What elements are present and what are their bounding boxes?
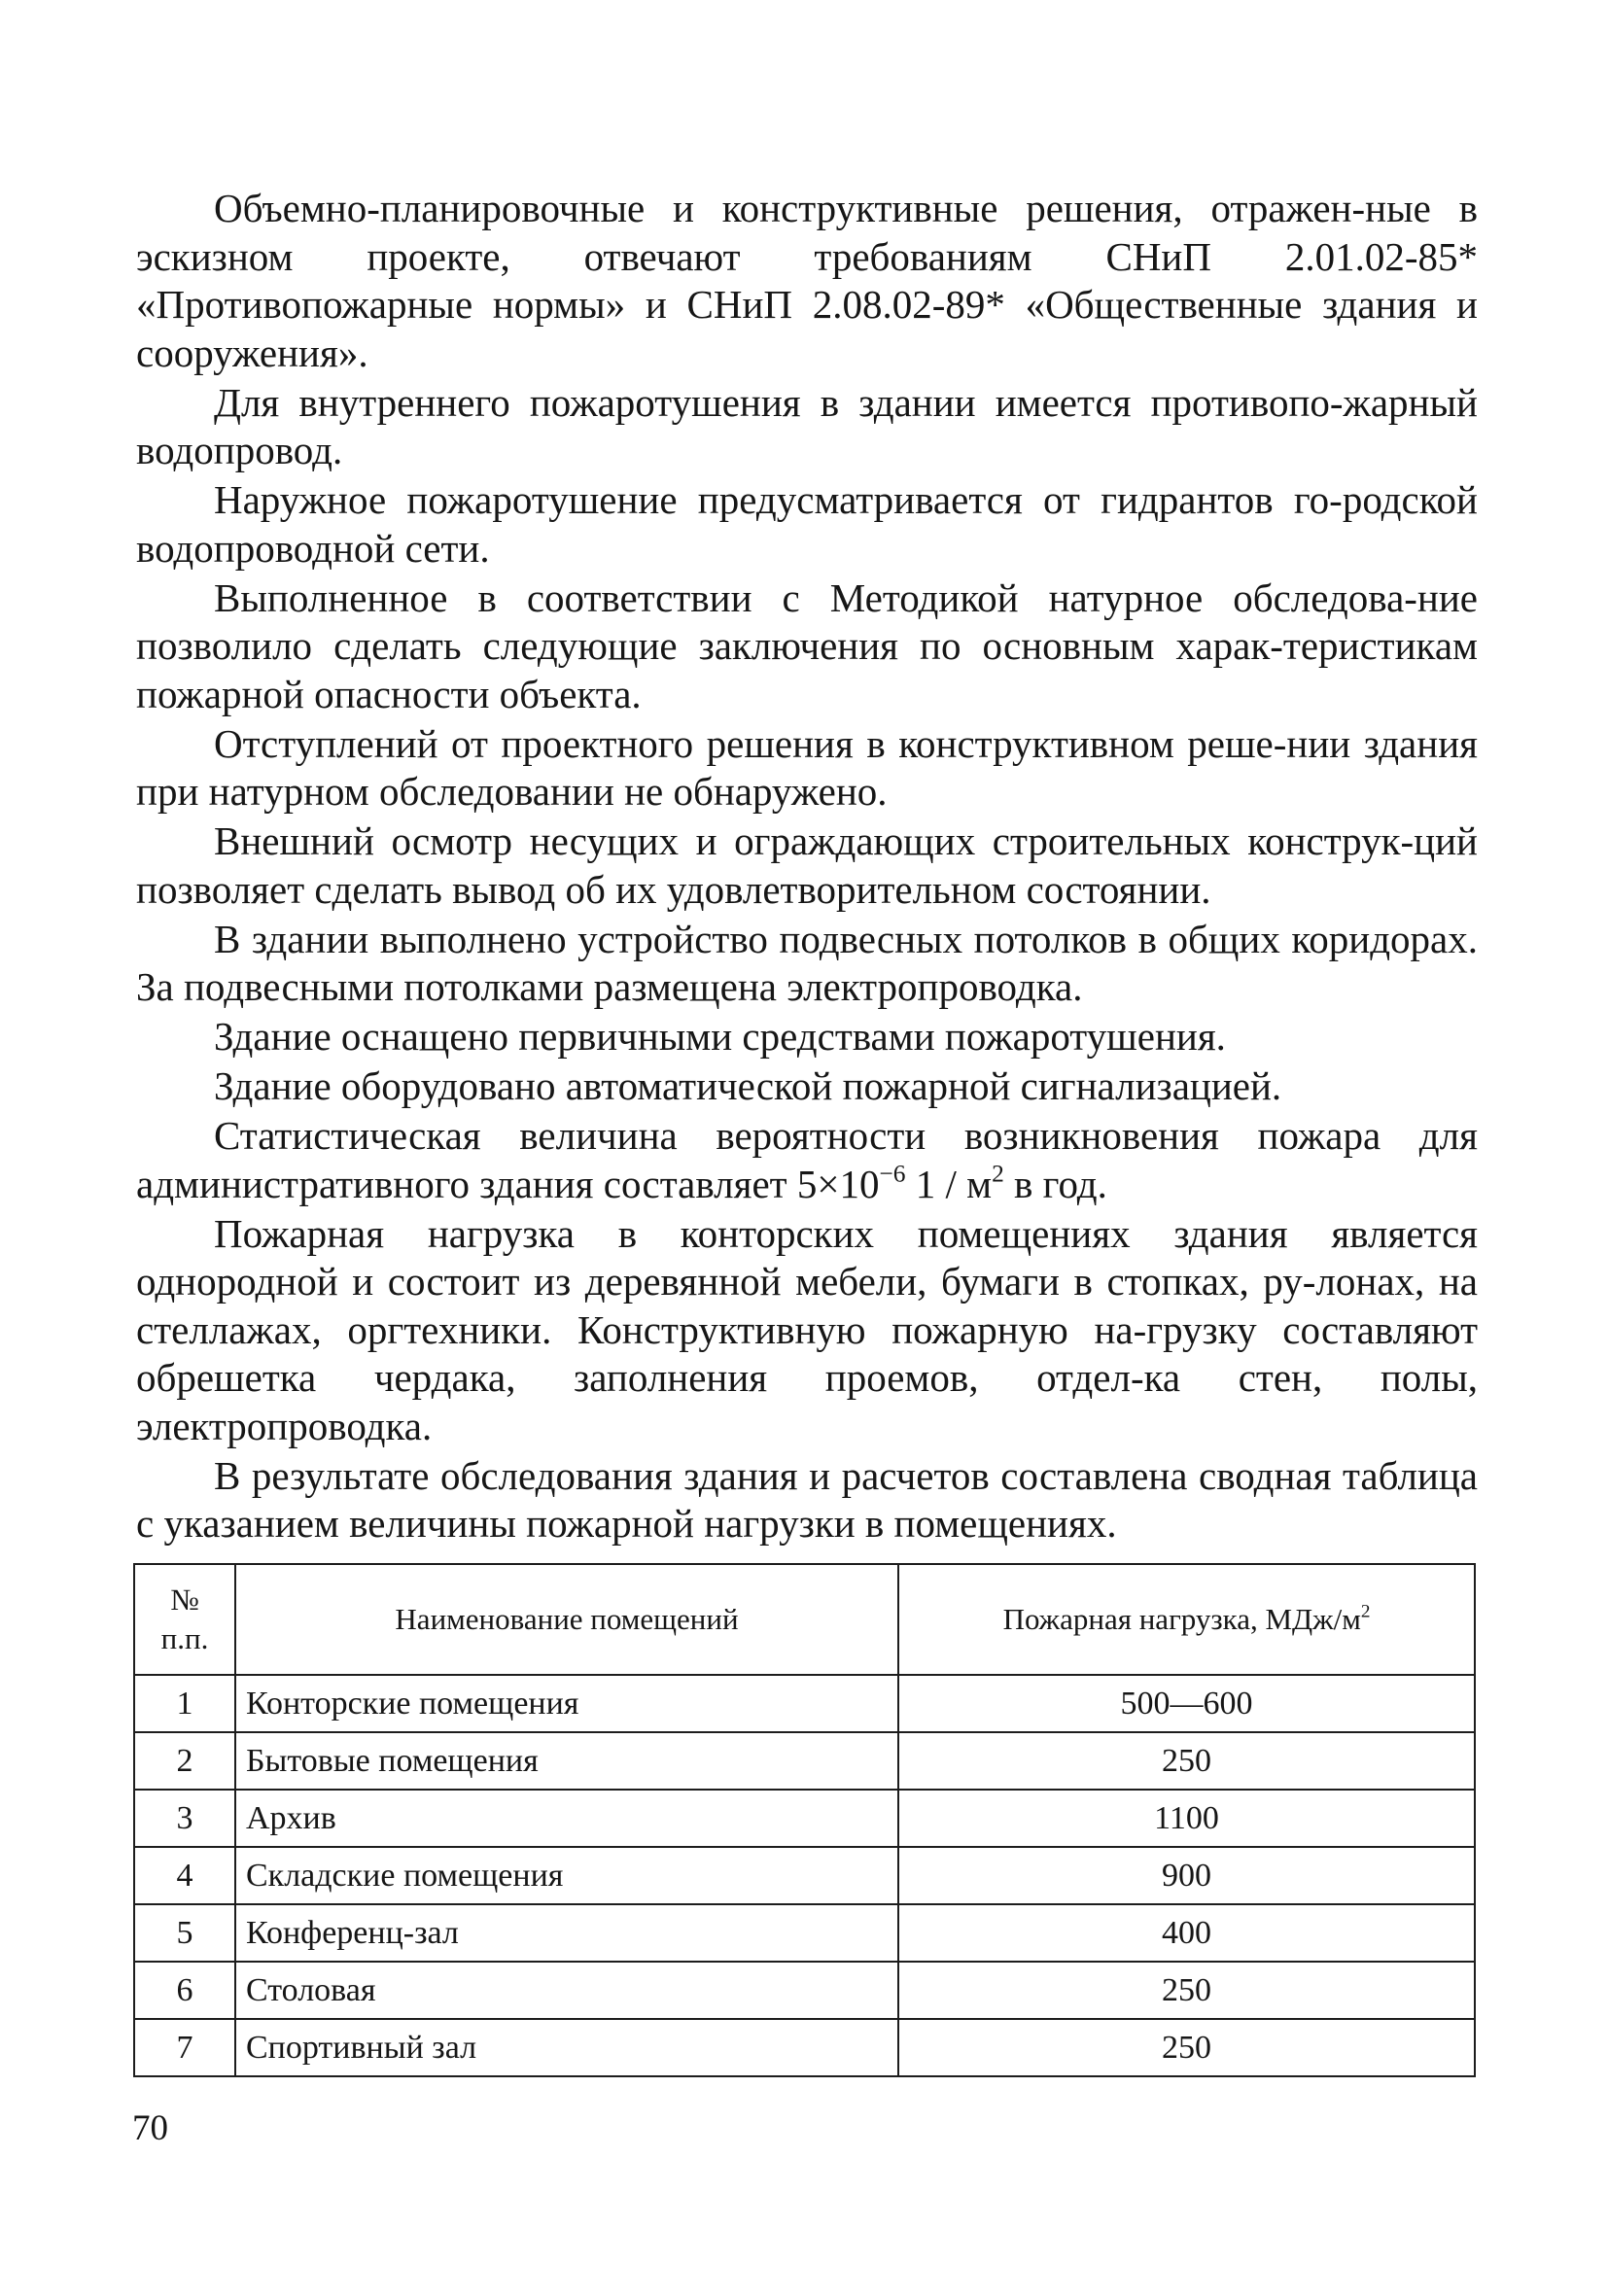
room-name: Столовая [235, 1962, 898, 2019]
paragraph: Здание оснащено первичными средствами пожаротушения. [214, 1014, 1226, 1059]
paragraph: Выполненное в соответствии с Методикой натурное обследова-ние позволило сделать следующие заключения по основным харак-теристикам пожарной опасности объекта. [136, 574, 1478, 716]
header-fire-load: Пожарная нагрузка, МДж/$м^2$ [898, 1564, 1475, 1675]
paragraph: Пожарная нагрузка в конторских помещениях здания является однородной и состоит из деревянной мебели, бумаги в стопках, ру-лонах, на стеллажах, оргтехники. Конструктивную пожарную на-грузку составляют обрешетка чердака, заполнения проемов, отдел-ка стен, полы, электропроводка. [136, 1210, 1478, 1448]
table-row [134, 1675, 1475, 1732]
room-name: Конторские помещения [235, 1675, 898, 1732]
fire-load-value: 250 [898, 2019, 1475, 2076]
room-name: Бытовые помещения [235, 1732, 898, 1790]
paragraph: Внешний осмотр несущих и ограждающих строительных конструк-ций позволяет сделать вывод об их удовлетворительном состоянии. [136, 818, 1478, 912]
fire-load-value: 500—600 [898, 1675, 1475, 1732]
paragraph: Для внутреннего пожаротушения в здании имеется противопо-жарный водопровод. [136, 379, 1478, 472]
fire-load-table [133, 1563, 1476, 2077]
row-number: 1 [134, 1675, 235, 1732]
table-header-row [134, 1564, 1475, 1675]
fire-load-value: 900 [898, 1847, 1475, 1904]
page-number: 70 [132, 2108, 168, 2148]
row-number: 4 [134, 1847, 235, 1904]
header-room-name: Наименование помещений [235, 1564, 898, 1675]
table-row [134, 1732, 1475, 1790]
row-number: 7 [134, 2019, 235, 2076]
room-name: Складские помещения [235, 1847, 898, 1904]
table-row [134, 1904, 1475, 1962]
row-number: 2 [134, 1732, 235, 1790]
paragraph: Здание оборудовано автоматической пожарной сигнализацией. [214, 1063, 1282, 1108]
room-name: Спортивный зал [235, 2019, 898, 2076]
fire-load-value: 1100 [898, 1790, 1475, 1847]
header-number-symbol: № [170, 1583, 199, 1617]
header-number-abbr: п.п. [160, 1621, 209, 1655]
row-number: 6 [134, 1962, 235, 2019]
row-number: 5 [134, 1904, 235, 1962]
table-row [134, 2019, 1475, 2076]
header-number [134, 1564, 235, 1675]
table-row [134, 1847, 1475, 1904]
table-row [134, 1790, 1475, 1847]
paragraph: Отступлений от проектного решения в конструктивном реше-нии здания при натурном обследовании не обнаружено. [136, 720, 1478, 814]
fire-load-value: 400 [898, 1904, 1475, 1962]
paragraph: Статистическая величина вероятности возникновения пожара для административного здания составляет $5\times 10^{-6}$ $1 / м^2$ в год. [136, 1113, 1478, 1206]
paragraph: Объемно-планировочные и конструктивные решения, отражен-ные в эскизном проекте, отвечают требованиям СНиП 2.01.02-85* «Противопожарные нормы» и СНиП 2.08.02-89* «Общественные здания и сооружения». [136, 186, 1478, 375]
fire-load-value: 250 [898, 1732, 1475, 1790]
row-number: 3 [134, 1790, 235, 1847]
table-row [134, 1962, 1475, 2019]
room-name: Конференц-зал [235, 1904, 898, 1962]
room-name: Архив [235, 1790, 898, 1847]
paragraph: Наружное пожаротушение предусматривается от гидрантов го-родской водопроводной сети. [136, 477, 1478, 571]
paragraph: В результате обследования здания и расчетов составлена сводная таблица с указанием величины пожарной нагрузки в помещениях. [136, 1452, 1478, 1546]
fire-load-value: 250 [898, 1962, 1475, 2019]
body-text [136, 185, 1478, 1549]
paragraph: В здании выполнено устройство подвесных потолков в общих коридорах. За подвесными потолками размещена электропроводка. [136, 916, 1478, 1009]
table-body [134, 1675, 1475, 2076]
